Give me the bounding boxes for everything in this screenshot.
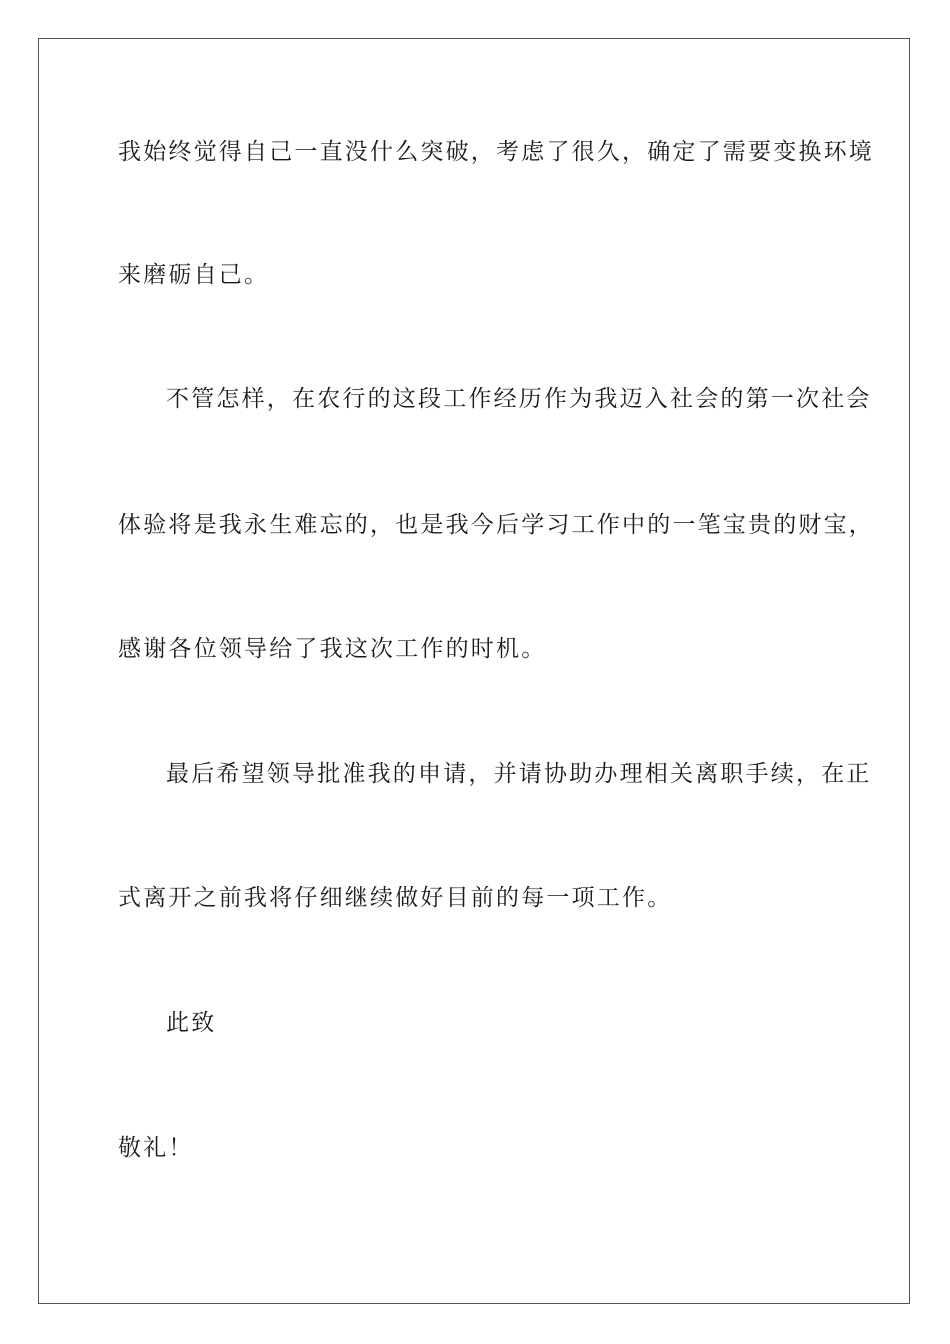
paragraph-2-line-1: 不管怎样，在农行的这段工作经历作为我迈入社会的第一次社会: [166, 386, 872, 412]
paragraph-3-line-1: 最后希望领导批准我的申请，并请协助办理相关离职手续，在正: [166, 761, 872, 787]
closing-regards: 敬礼！: [118, 1135, 194, 1161]
paragraph-1-line-2: 来磨砺自己。: [118, 262, 270, 288]
paragraph-2-line-2: 体验将是我永生难忘的，也是我今后学习工作中的一笔宝贵的财宝，: [118, 512, 874, 538]
closing-salutation: 此致: [166, 1010, 217, 1036]
paragraph-3-line-2: 式离开之前我将仔细继续做好目前的每一项工作。: [118, 885, 673, 911]
paragraph-1-line-1: 我始终觉得自己一直没什么突破，考虑了很久，确定了需要变换环境: [118, 139, 874, 165]
page-border: [38, 38, 910, 1304]
paragraph-2-line-3: 感谢各位领导给了我这次工作的时机。: [118, 636, 547, 662]
